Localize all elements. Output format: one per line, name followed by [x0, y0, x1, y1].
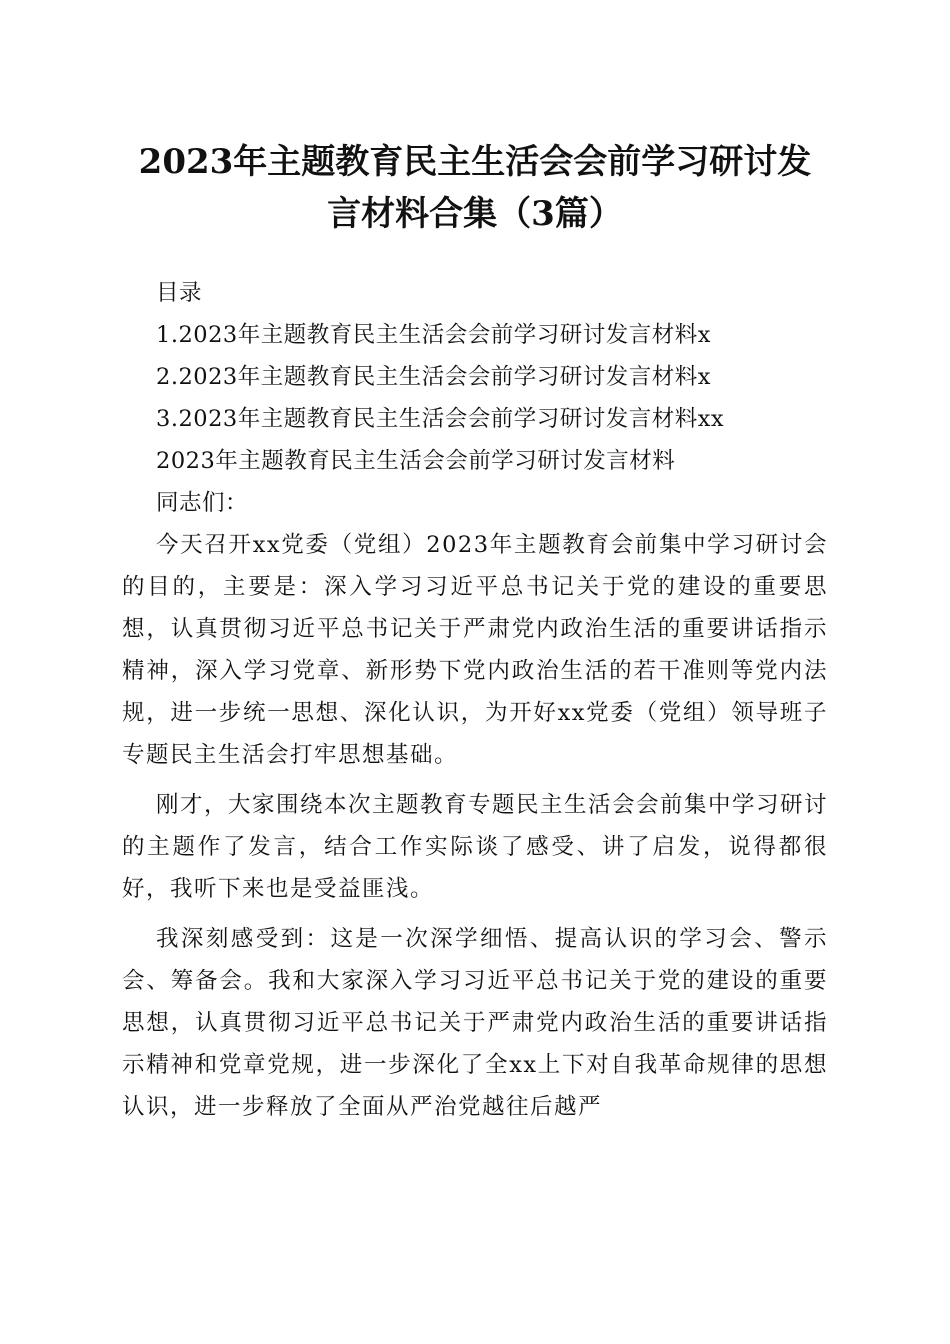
- paragraph-3: 我深刻感受到：这是一次深学细悟、提高认识的学习会、警示会、筹备会。我和大家深入学习习近平总书记关于党的建设的重要思想，认真贯彻习近平总书记关于严肃党内政治生活的重要讲话指示精神和党章党规，进一步深化了全xx上下对自我革命规律的思想认识，进一步释放了全面从严治党越往后越严: [122, 926, 828, 1120]
- paragraph-2: 刚才，大家围绕本次主题教育专题民主生活会会前集中学习研讨的主题作了发言，结合工作实际谈了感受、讲了启发，说得都很好，我听下来也是受益匪浅。: [122, 792, 829, 902]
- salutation: 同志们：: [156, 490, 249, 516]
- toc-item-1: 1.2023年主题教育民主生活会会前学习研讨发言材料x: [156, 322, 711, 348]
- title-line-1: 2023年主题教育民主生活会会前学习研讨发: [138, 142, 812, 182]
- document-body: [122, 272, 828, 1128]
- title-line-2: 言材料合集（3篇）: [327, 194, 623, 234]
- toc-item-2: 2.2023年主题教育民主生活会会前学习研讨发言材料x: [156, 364, 711, 390]
- document-title: [100, 136, 850, 240]
- toc-heading: 目录: [156, 280, 203, 306]
- toc-item-3: 3.2023年主题教育民主生活会会前学习研讨发言材料xx: [156, 406, 725, 432]
- paragraph-1: 今天召开xx党委（党组）2023年主题教育会前集中学习研讨会的目的，主要是：深入学习习近平总书记关于党的建设的重要思想，认真贯彻习近平总书记关于严肃党内政治生活的重要讲话指示精神，深入学习党章、新形势下党内政治生活的若干准则等党内法规，进一步统一思想、深化认识，为开好xx党委（党组）领导班子专题民主生活会打牢思想基础。: [122, 532, 828, 768]
- article-title: 2023年主题教育民主生活会会前学习研讨发言材料: [156, 448, 676, 474]
